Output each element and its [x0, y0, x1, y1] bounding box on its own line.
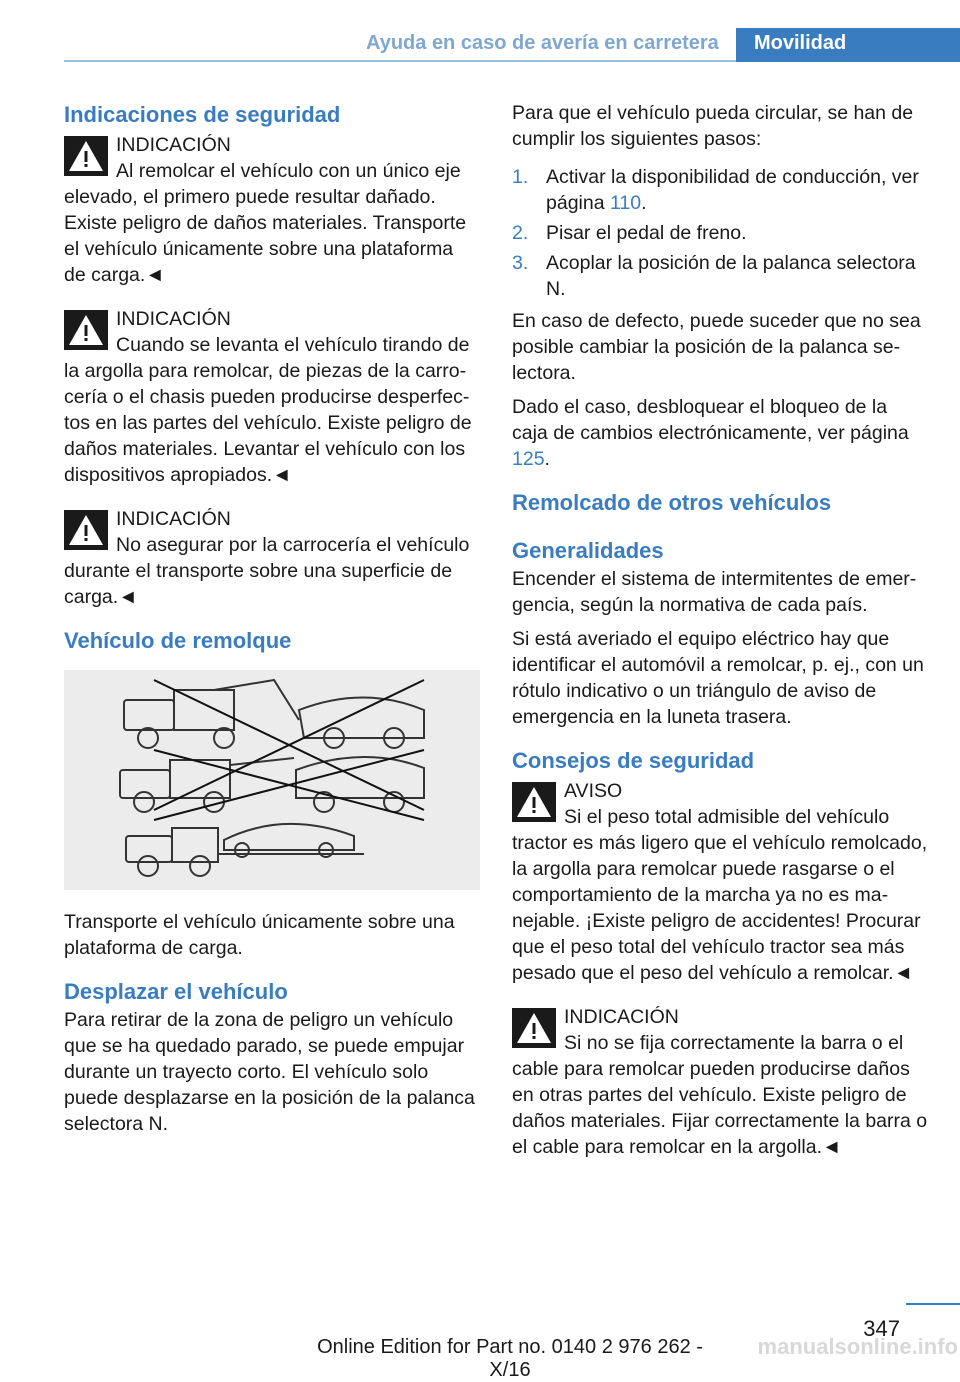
heading-remolcado-otros: Remolcado de otros vehículos	[512, 490, 832, 515]
list-item	[512, 164, 928, 216]
running-header-chapter: Movilidad	[736, 28, 960, 62]
notice-block	[512, 1002, 928, 1160]
heading-generalidades: Generalidades	[512, 538, 664, 563]
header-rule	[64, 60, 736, 62]
warning-triangle-icon	[512, 782, 556, 822]
page-link[interactable]: 125	[512, 448, 545, 470]
step-text: Activar la disponibilidad de conducción, ver página	[546, 166, 919, 214]
list-item	[512, 220, 928, 246]
notice-keyword: INDICACIÓN	[116, 134, 231, 156]
notice-text: Si no se fija correctamente la barra o el cable para remolcar pueden producirse daños en otras partes del vehículo. Existe peligro de daños materiales. Fijar correctamente la barra o el cable para remolcar en la argolla.◄	[512, 1032, 928, 1158]
step-text: Pisar el pedal de freno.	[546, 222, 747, 244]
notice-keyword: INDICACIÓN	[564, 1006, 679, 1028]
figure-caption: Transporte el vehículo únicamente sobre una plataforma de carga.	[64, 911, 455, 959]
notice-text: Cuando se levanta el vehículo tirando de la argolla para remolcar, de piezas de la carrocería o el chasis pueden producirse desperfectos en las partes del vehículo. Existe peligro de daños materiales. Levantar el vehículo con los dispositivos apropiados.◄	[64, 334, 472, 486]
notice-keyword: INDICACIÓN	[116, 308, 231, 330]
notice-text: No asegurar por la carrocería el vehículo durante el transporte sobre una superficie de carga.◄	[64, 534, 470, 608]
paragraph-intro: Para que el vehículo pueda circular, se han de cumplir los siguientes pasos:	[512, 102, 914, 150]
towing-illustration	[64, 670, 480, 890]
heading-consejos-seguridad: Consejos de seguridad	[512, 748, 755, 773]
heading-vehiculo-remolque: Vehículo de remolque	[64, 628, 292, 653]
desbloquear-text: Dado el caso, desbloquear el bloqueo de la caja de cambios electrónicamente, ver página	[512, 396, 909, 444]
heading-desplazar-vehiculo: Desplazar el vehículo	[64, 979, 288, 1004]
right-column	[512, 100, 928, 1176]
paragraph-desbloquear	[512, 394, 928, 472]
footer-rule	[906, 1303, 960, 1305]
notice-keyword: INDICACIÓN	[116, 508, 231, 530]
notice-block	[64, 304, 480, 488]
edition-footer: Online Edition for Part no. 0140 2 976 262 - X/16	[317, 1336, 703, 1381]
paragraph-generalidades-2: Si está averiado el equipo eléctrico hay que identificar el automóvil a remolcar, p. ej., con un rótulo indicativo o un triángulo de aviso de emergencia en la luneta trasera.	[512, 628, 924, 728]
paragraph-desplazar: Para retirar de la zona de peligro un vehículo que se ha quedado parado, se puede empujar durante un trayecto corto. El vehículo solo puede desplazarse en la posición de la palanca selectora N.	[64, 1009, 475, 1135]
watermark: manualsonline.info	[757, 1334, 958, 1359]
notice-keyword: AVISO	[564, 780, 623, 802]
warning-triangle-icon	[64, 310, 108, 350]
step-number: 3.	[512, 252, 529, 274]
page-link[interactable]: 110	[609, 192, 642, 214]
notice-block	[64, 130, 480, 288]
paragraph-defecto: En caso de defecto, puede suceder que no sea posible cambiar la posición de la palanca selectora.	[512, 310, 921, 384]
list-item	[512, 250, 928, 302]
page-number: 347	[863, 1316, 900, 1341]
step-number: 1.	[512, 166, 529, 188]
step-text: Acoplar la posición de la palanca selectora N.	[546, 252, 916, 300]
left-column	[64, 100, 480, 1145]
step-number: 2.	[512, 222, 529, 244]
heading-indicaciones-seguridad: Indicaciones de seguridad	[64, 102, 341, 127]
notice-block	[64, 504, 480, 610]
notice-text: Si el peso total admisible del vehículo tractor es más ligero que el vehículo remolcado, la argolla para remolcar puede rasgarse o el comportamiento de la marcha ya no es manejable. ¡Existe peligro de accidentes! Procurar que el peso total del vehículo tractor sea más pesado que el peso del vehículo a remolcar.◄	[512, 806, 928, 984]
steps-list	[512, 164, 928, 302]
warning-triangle-icon	[64, 136, 108, 176]
warning-triangle-icon	[64, 510, 108, 550]
notice-text: Al remolcar el vehículo con un único eje elevado, el primero puede resultar dañado. Existe peligro de daños materiales. Transporte el vehículo únicamente sobre una plataforma de carga.◄	[64, 160, 467, 286]
step-tail: .	[641, 192, 647, 214]
warning-triangle-icon	[512, 1008, 556, 1048]
running-header-section: Ayuda en caso de avería en carretera	[366, 32, 719, 54]
notice-block	[512, 776, 928, 986]
desbloquear-tail: .	[544, 448, 550, 470]
paragraph-generalidades-1: Encender el sistema de intermitentes de emergencia, según la normativa de cada país.	[512, 568, 917, 616]
